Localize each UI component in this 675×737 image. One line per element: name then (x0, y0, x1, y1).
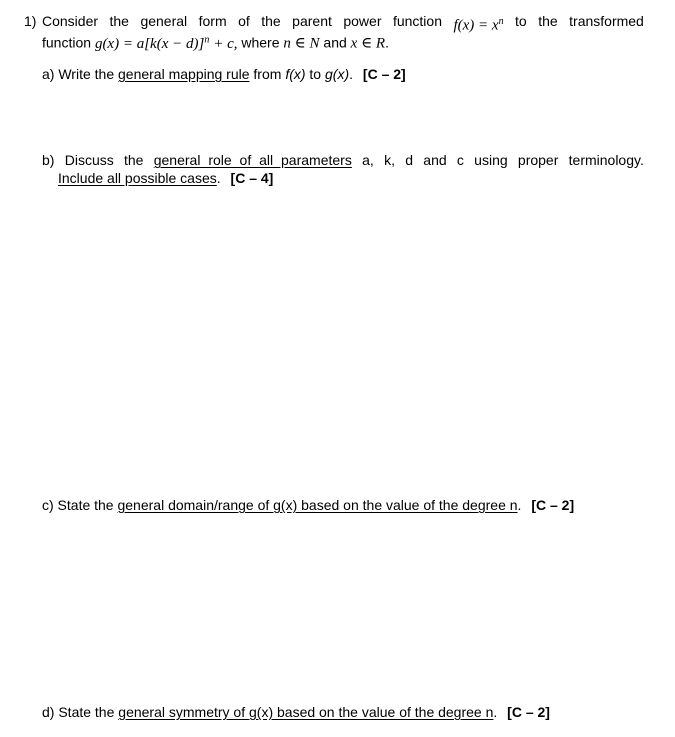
word: proper (517, 152, 559, 168)
domain-n-formula: n ∈ N (283, 35, 320, 52)
part-b-underlined-term: general role of all parameters (153, 152, 352, 168)
word: b) (42, 152, 55, 168)
word: c (456, 152, 464, 168)
part-a-prefix: a) Write the (42, 66, 118, 82)
word: form (198, 13, 227, 29)
domain-x-formula: x ∈ R (350, 35, 386, 52)
parent-function-formula: $f(x) = x^n$ (453, 16, 504, 34)
question-1-line-2 (42, 31, 389, 53)
word: the (124, 152, 144, 168)
part-a-fx: f(x) (285, 66, 306, 82)
period: . (385, 34, 389, 51)
question-1-number: 1) (24, 13, 37, 29)
part-c (42, 497, 574, 514)
part-b-underlined-cases: Include all possible cases (58, 170, 217, 186)
word: a, (362, 152, 374, 168)
word: Consider (42, 13, 99, 29)
word: terminology. (568, 152, 644, 168)
part-a-gx: g(x) (325, 66, 350, 82)
transformed-function-formula: $g(x) = a[k(x - d)]^n + c$, (94, 34, 238, 52)
part-b-line-1 (42, 152, 644, 169)
part-a-underlined-term: general mapping rule (118, 66, 250, 82)
part-d-underlined-term: general symmetry of g(x) based on the value of the degree n (118, 704, 494, 720)
word: of (238, 13, 250, 29)
part-b-line-2 (58, 170, 273, 187)
word: parent (292, 13, 332, 29)
part-c-underlined-term: general domain/range of g(x) based on the value of the degree n (117, 497, 518, 513)
word: to (515, 13, 527, 29)
part-c-marks: [C – 2] (531, 497, 575, 513)
part-d-period: . (493, 704, 498, 720)
part-d-prefix: d) State the (42, 704, 119, 720)
part-a-period: . (349, 66, 354, 82)
word: using (474, 152, 508, 168)
word: the (538, 13, 558, 29)
part-b-period: . (216, 170, 221, 186)
word: Discuss (64, 152, 114, 168)
part-a (42, 66, 406, 83)
word: the (109, 13, 129, 29)
part-a-middle: from (249, 66, 286, 82)
word: function (392, 13, 442, 29)
part-b-marks: [C – 4] (230, 170, 274, 186)
word: and (323, 34, 347, 51)
word: and (423, 152, 447, 168)
word: general (140, 13, 188, 29)
word: d (405, 152, 414, 168)
part-d (42, 704, 550, 721)
part-c-prefix: c) State the (42, 497, 118, 513)
word: k, (384, 152, 395, 168)
part-d-marks: [C – 2] (507, 704, 550, 720)
word: where (241, 34, 280, 51)
part-a-marks: [C – 2] (362, 66, 406, 82)
part-a-to: to (305, 66, 325, 82)
word: the (261, 13, 281, 29)
word: transformed (569, 13, 644, 29)
word: power (343, 13, 382, 29)
part-c-period: . (517, 497, 522, 513)
word: function (42, 34, 92, 51)
